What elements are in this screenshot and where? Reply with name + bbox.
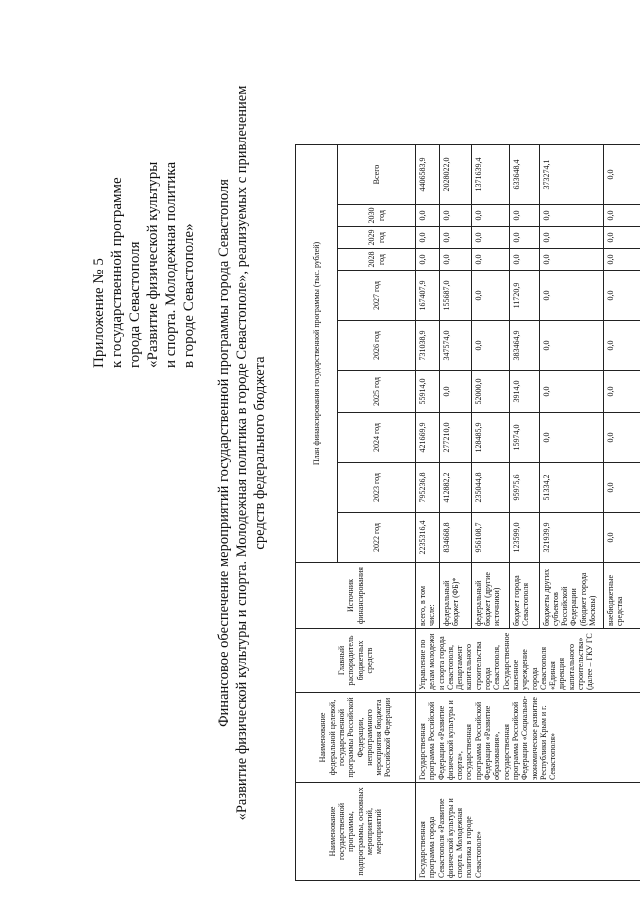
header-total: Всего [338, 145, 416, 205]
value-cell: 0,0 [539, 321, 603, 371]
value-cell: 0,0 [471, 205, 509, 227]
value-cell: 0,0 [471, 271, 509, 321]
header-year: 2024 год [338, 413, 416, 463]
source-cell: бюджет города Севастополя [509, 563, 539, 629]
value-cell: 383464,9 [509, 321, 539, 371]
value-cell: 0,0 [509, 205, 539, 227]
total-cell: 2028022,0 [439, 145, 471, 205]
value-cell: 0,0 [603, 205, 640, 227]
value-cell: 321939,9 [539, 513, 603, 563]
value-cell: 277210,0 [439, 413, 471, 463]
appendix-line: к государственной программе [109, 177, 125, 368]
total-cell: 1371639,4 [471, 145, 509, 205]
value-cell: 123599,0 [509, 513, 539, 563]
source-cell: внебюджетные средства [603, 563, 640, 629]
header-year: 2029 год [338, 227, 416, 249]
value-cell: 0,0 [509, 227, 539, 249]
value-cell: 167407,9 [416, 271, 440, 321]
value-cell: 0,0 [603, 271, 640, 321]
value-cell: 0,0 [416, 227, 440, 249]
value-cell: 95975,6 [509, 463, 539, 513]
table-row [416, 145, 440, 881]
total-cell: 373274,1 [539, 145, 603, 205]
value-cell: 15974,0 [509, 413, 539, 463]
manager-name: Управление по делам молодежи и спорта города Севастополя, Департамент капитального строительства города Севастополя, Государственное казенное учреждение города Севастополя «Единая дирекция капитального строительства» (далее – ГКУ ГС [416, 629, 640, 693]
appendix-header [90, 68, 198, 368]
value-cell: 731038,9 [416, 321, 440, 371]
header-federal-program: Наименование федеральной целевой, государственной программы Российской Федерации, непрограммного мероприятия бюджета Российской Федерации [296, 693, 416, 783]
appendix-line: города Севастополя [127, 241, 143, 368]
source-cell: всего, в том числе: [416, 563, 440, 629]
header-source: Источник финансирования [296, 563, 416, 629]
value-cell: 0,0 [471, 321, 509, 371]
value-cell: 0,0 [603, 227, 640, 249]
value-cell: 52000,0 [471, 371, 509, 413]
title-line: «Развитие физической культуры и спорта. Молодежная политика в городе Севастополе», реализуемых с привлечением [234, 85, 250, 821]
value-cell: 2235316,4 [416, 513, 440, 563]
appendix-line: Приложение № 5 [91, 258, 107, 368]
header-plan: План финансирования государственной программы (тыс. рублей) [296, 145, 338, 563]
value-cell: 0,0 [416, 205, 440, 227]
value-cell: 11720,9 [509, 271, 539, 321]
value-cell: 0,0 [509, 249, 539, 271]
appendix-line: и спорта. Молодежная политика [163, 161, 179, 368]
value-cell: 421669,9 [416, 413, 440, 463]
source-cell: федеральный бюджет (ФБ)* [439, 563, 471, 629]
total-cell: 0,0 [603, 145, 640, 205]
total-cell: 633648,4 [509, 145, 539, 205]
source-cell: федеральный бюджет (другие источники) [471, 563, 509, 629]
program-name: Государственная программа города Севастополя «Развитие физической культуры и спорта. Молодежная политика в городе Севастополе» [416, 783, 640, 881]
header-manager: Главный распорядитель бюджетных средств [296, 629, 416, 693]
value-cell: 0,0 [603, 321, 640, 371]
value-cell: 0,0 [439, 371, 471, 413]
value-cell: 0,0 [539, 271, 603, 321]
value-cell: 0,0 [539, 205, 603, 227]
appendix-line: в городе Севастополе» [181, 223, 197, 368]
value-cell: 235044,8 [471, 463, 509, 513]
value-cell: 795236,8 [416, 463, 440, 513]
value-cell: 0,0 [603, 513, 640, 563]
appendix-line: «Развитие физической культуры [145, 161, 161, 368]
value-cell: 0,0 [603, 413, 640, 463]
value-cell: 0,0 [416, 249, 440, 271]
value-cell: 412882,2 [439, 463, 471, 513]
title-line: Финансовое обеспечение мероприятий государственной программы города Севастополя [216, 179, 232, 727]
value-cell: 0,0 [539, 249, 603, 271]
header-year: 2023 год [338, 463, 416, 513]
header-year: 2028 год [338, 249, 416, 271]
total-cell: 4406583,9 [416, 145, 440, 205]
value-cell: 0,0 [539, 227, 603, 249]
document-title [215, 53, 269, 853]
value-cell: 0,0 [539, 371, 603, 413]
source-cell: бюджеты других субъектов Российской Федерации (бюджет города Москвы) [539, 563, 603, 629]
title-line: средств федерального бюджета [252, 356, 268, 550]
value-cell: 0,0 [603, 249, 640, 271]
value-cell: 55914,0 [416, 371, 440, 413]
value-cell: 347574,0 [439, 321, 471, 371]
value-cell: 155687,0 [439, 271, 471, 321]
value-cell: 0,0 [471, 227, 509, 249]
header-year: 2022 год [338, 513, 416, 563]
value-cell: 956108,7 [471, 513, 509, 563]
value-cell: 0,0 [539, 413, 603, 463]
header-year: 2027 год [338, 271, 416, 321]
value-cell: 834668,8 [439, 513, 471, 563]
value-cell: 51334,2 [539, 463, 603, 513]
value-cell: 0,0 [471, 249, 509, 271]
value-cell: 0,0 [603, 371, 640, 413]
value-cell: 0,0 [439, 205, 471, 227]
header-program: Наименование государственной программы, подпрограммы, основных мероприятий, мероприятий [296, 783, 416, 881]
financing-table [295, 144, 640, 881]
value-cell: 3914,0 [509, 371, 539, 413]
value-cell: 0,0 [439, 249, 471, 271]
header-year: 2025 год [338, 371, 416, 413]
header-year: 2030 год [338, 205, 416, 227]
value-cell: 0,0 [603, 463, 640, 513]
federal-program-name: Государственная программа Российской Федерации «Развитие физической культуры и спорта», государственная программа Российской Федерации «Развитие образования», государственная программа Российской Федерации «Социально-экономическое развитие Республики Крым и г. Севастополя» [416, 693, 640, 783]
value-cell: 0,0 [439, 227, 471, 249]
value-cell: 128485,9 [471, 413, 509, 463]
header-year: 2026 год [338, 321, 416, 371]
